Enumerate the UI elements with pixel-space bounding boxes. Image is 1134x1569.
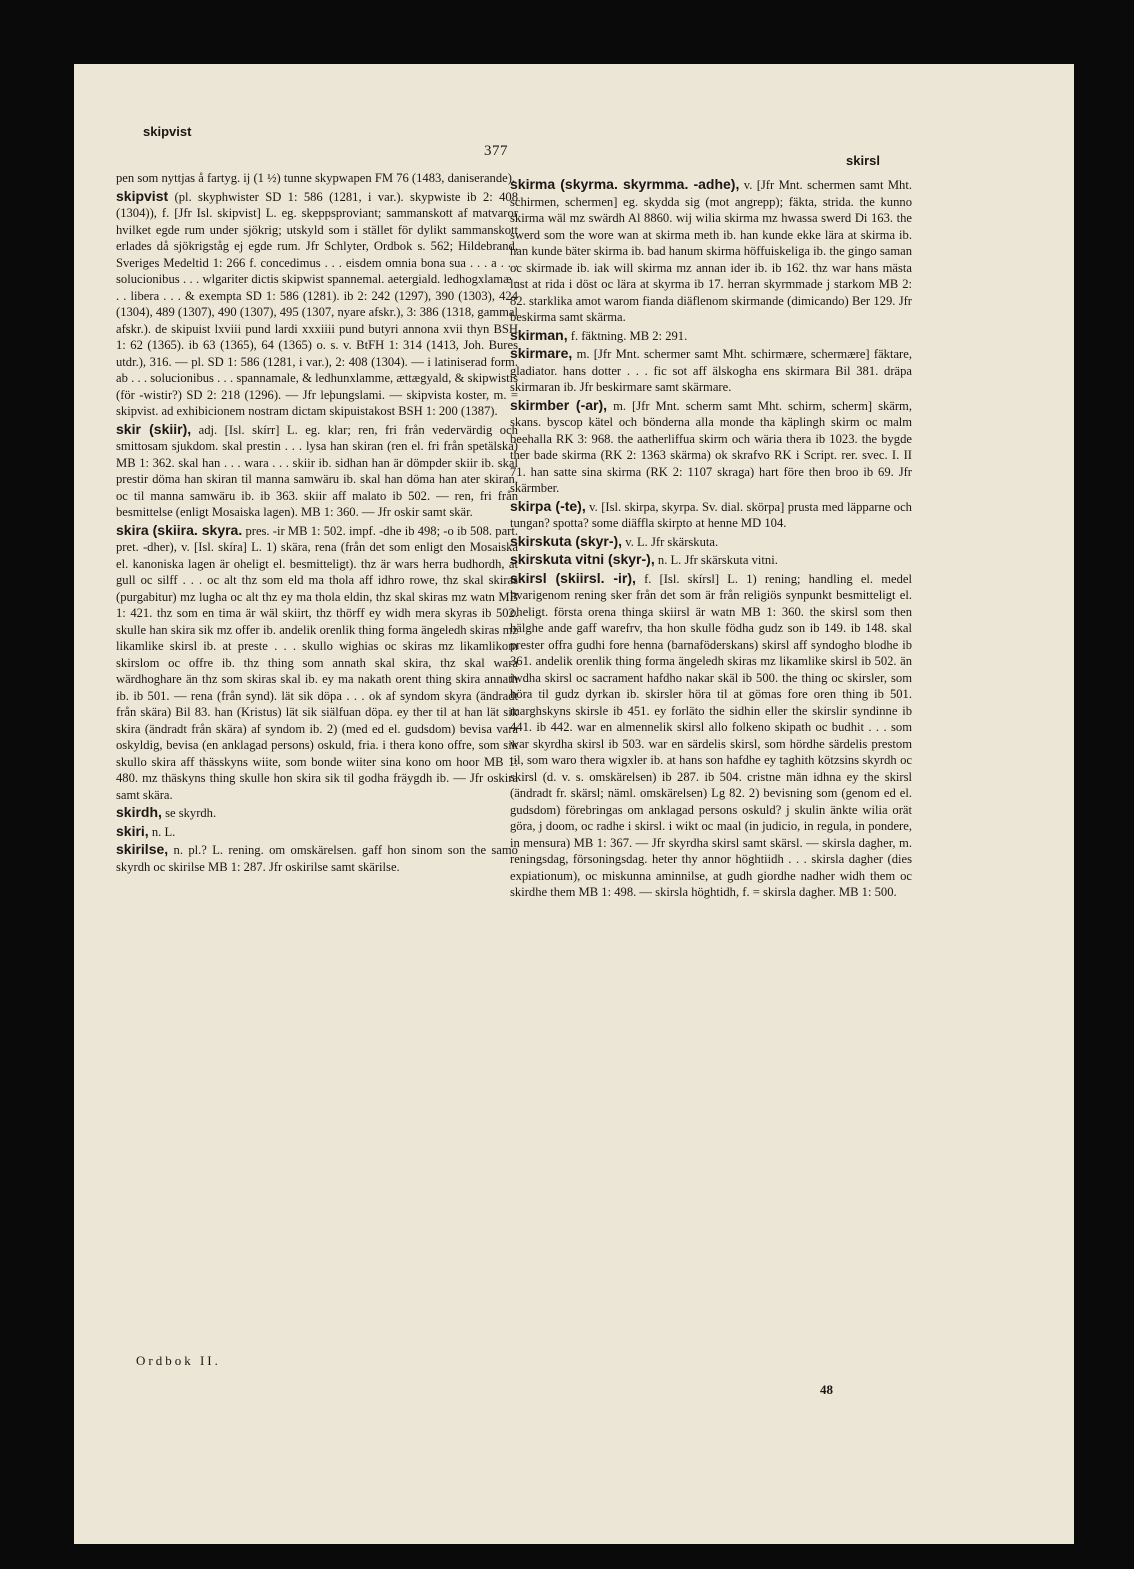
entry-headword: skirsl (skiirsl. -ir), — [510, 569, 636, 586]
entry-text: se skyrdh. — [165, 806, 217, 820]
entry-text: f. [Isl. skírsl] L. 1) rening; handling el. medel hvarigenom rening sker från det som är från religiös synpunkt besmitteligt el. oheligt. första orena thinga skiirsl är watn MB 1: 360. the skirsl som then hälghe ande gaff warefrv, tha hon skulle födha gudz son ib 149. ib 148. skal prester offra gudhi fore henna (barnaföderskans) skirsl aff syndogho blodhe ib 361. andelik orenlik thing forma ängeledh skiras mz likamlike skirsl ib 502. än iwdha skirsl oc sacrament hafdho nakar skäl ib 500. the thing oc skirsler, som höra til gudz dyrkan ib. skirsler höra til at gömas fore oren thing ib 501. marghskyns skirsle ib 451. ey forläto the sidhin eller the skirslir syndinne ib 441. ib 442. war en almennelik skirsl allo folkeno skipath oc budhit . . . som war skyrdha skirsl ib 503. war en särdelis skirsl, som hördhe särdelis prestom til, som waro thera wigxler ib. at hans son hafdhe ey taghith kötzsins skyrdh oc skirsl (d. v. s. omskärelsen) ib 287. ib 504. cristne män idhna ey the skirsl (ändradt fr. skärsl; näml. omskärelsen) Lg 82. 2) bevisning som (genom ed el. gudsdom) förebringas om anklagad persons oskuld? j skulin änkte wilia orät göra, j doom, oc radhe i skirsl. i wikt oc maal (in judicio, in regula, in pondere, in mensura) MB 1: 367. — Jfr skyrdha skirsl samt skärsl. — skirsla dagher, m. reningsdag, försoningsdag. heter thy annor höghtiidh . . . skirsla dagher (dies expiationum), oc miskunna aminnilse, at gudh giordhe nadher widh them oc skirdhe them MB 1: 498. — skirsla höghtidh, f. = skirsla dagher. MB 1: 500. — [510, 571, 912, 899]
entry-text: v. [Jfr Mnt. schermen samt Mht. schirmen, schermen] eg. skydda sig (mot angrepp); fäkta, strida. the kunno skirma wäl mz swärdh Al 8860. wij wilia skirma mz hwassa swerd Di 163. the swerd som the wore wan at skirma meth ib. han kunde ekke lära at skirma ib. han kunde bäter skirma ib. bad hanum skirma höffuiskeliga ib. the gingo saman oc skirmade ib. iak will skirma mz annan ider ib. ib 162. thz war hans mästa lust at rida i döst oc lära at skyrma ib 17. herran skyrmmade j starkom MB 2: 82. starklika amot warom fianda diäflenom skirmande (dimicando) Ber 129. Jfr beskirma samt skärma. — [510, 178, 912, 324]
header-left-word: skipvist — [143, 124, 192, 139]
entry-text: f. fäktning. MB 2: 291. — [570, 328, 688, 343]
entry-headword: skirman, — [510, 326, 568, 343]
entry-text: n. L. Jfr skärskuta vitni. — [657, 553, 778, 567]
dictionary-entry — [510, 345, 912, 396]
dictionary-entry — [116, 188, 518, 420]
entry-headword: skiri, — [116, 822, 149, 839]
entry-text: n. L. — [151, 824, 176, 839]
left-column — [116, 170, 518, 875]
entry-text: (pl. skyphwister SD 1: 586 (1281, i var.). skypwiste ib 2: 408 (1304)), f. [Jfr Isl. skipvist] L. eg. skeppsproviant; sammanskott af matvaror hvilket egde rum under sjökrig; utskyld som i stället för dylikt sammanskott erlades då sjökrigståg ej egde rum. Jfr Schlyter, Ordbok s. 562; Hildebrand, Sveriges Medeltid 1: 266 f. concedimus . . . eisdem omnia bona sua . . . a . . . solucionibus . . . wlgariter dictis skipwist spannemal. aetergiald. ledhogxlamæ . . . libera . . . & exempta SD 1: 586 (1281). ib 2: 242 (1297), 390 (1303), 424 (1304), 489 (1307), 490 (1307), 495 (1307, nyare afskr.), 3: 386 (1318, gammal afskr.). de skipuist lxviii pund lardi xxxiiii pund butyri annona xvii thyn BSH 1: 62 (1365). ib 63 (1365), 64 (1365) o. s. v. BtFH 1: 314 (1413, Joh. Bures utdr.), 316. — pl. SD 1: 586 (1281, i var.), 2: 408 (1304). — i latiniserad form. ab . . . solucionibus . . . spannamale, & ledhunxlamme, ættægyald, & skipwistis (för -wistir?) SD 2: 218 (1296). — Jfr leþungslami. — skipvista koster, m. = skipvist. ad exhibicionem nostram dictam skipuistakost BSH 1: 200 (1387). — [116, 189, 518, 418]
entry-headword: skirpa (-te), — [510, 497, 586, 514]
header-right-word: skirsl — [846, 153, 880, 168]
dictionary-entry — [116, 522, 518, 804]
entry-continuation — [116, 170, 518, 187]
footer-signature: Ordbok II. — [136, 1353, 221, 1368]
entry-headword: skirskuta vitni (skyr-), — [510, 551, 655, 567]
dictionary-entry — [116, 823, 518, 841]
entry-text: v. [Isl. skirpa, skyrpa. Sv. dial. skörpa] prusta med läpparne och tungan? spotta? some diäffla skirpto at henne MD 104. — [510, 499, 912, 530]
dictionary-entry — [116, 804, 518, 822]
dictionary-entry — [510, 570, 912, 901]
dictionary-entry — [116, 421, 518, 521]
entry-text: adj. [Isl. skírr] L. eg. klar; ren, fri från vedervärdig och smittosam sjukdom. skal prestin . . . lysa han skiran (ren el. fri från spetälska) MB 1: 362. skal han . . . wara . . . skiir ib. sidhan han är dömpder skiir ib. skal prestir döma han skiran til manna samwäru ib. skal han döma han ater skiran, oc til manna samwäru ib. ib 363. skiir aff malato ib 502. — ren, fri från besmittelse (enligt Mosaiska lagen). MB 1: 360. — Jfr oskir samt skär. — [116, 422, 518, 519]
dictionary-entry — [510, 327, 912, 345]
entry-headword: skirdh, — [116, 804, 162, 820]
entry-text: pen som nyttjas å fartyg. ij (1 ½) tunne skypwapen FM 76 (1483, daniserande). — [116, 171, 516, 185]
entry-text: n. pl.? L. rening. om omskärelsen. gaff hon sinom son the samo skyrdh oc skirilse MB 1: 287. Jfr oskirilse samt skärilse. — [116, 843, 518, 874]
right-column — [510, 176, 912, 901]
entry-text: pres. -ir MB 1: 502. impf. -dhe ib 498; -o ib 508. part. pret. -dher), v. [Isl. skíra] L. 1) skära, rena (från det som enligt den Mosaiska el. kanoniska lagen är oheligt el. besmitteligt). thz är wars herra budhordh, at gull oc silff . . . oc alt thz som eld ma thola aff idhro rowe, thz skal skiras (purgabitur) mz lugha oc alt thz ey ma thola eldin, thz skal skiras mz watn MB 1: 421. thz som en tima är wäl skiirt, thz thörff ey widh mera skyras ib 502. skulle han skira sik mz offer ib. andelik orenlik thing forma ängeledh skiras mz likamlike skirsl ib. at preste . . . skullo wighias oc skiras mz likamlikom skirslom oc offre ib. thz thing som annath skal skira, thz skal wara wärdhoghare än thz som skiras skal ib. ey ma nakath orent thing skira annath ib. ib 501. — rena (från synd). lät sik döpa . . . ok af syndom skyra (ändradt från skära) Bil 83. han (Kristus) lät sik siälfuan döpa. ey ther til at han lät sik skira (ändradt från skära) af syndom ib. 2) (med ed el. gudsdom) bevisa vara oskyldig, bevisa (en anklagad persons) oskuld, fria. i thera kono offre, som sik skullo skira aff thässkyns wiite, som bonde wiiter sina kono om hoor MB 1: 480. mz thäskyns thing skulle hon skira sik til godha fräygdh ib. — Jfr oskira samt skära. — [116, 523, 518, 802]
dictionary-entry — [116, 841, 518, 875]
entry-headword: skir (skiir), — [116, 420, 192, 437]
dictionary-entry — [510, 498, 912, 532]
dictionary-page — [74, 64, 1074, 1544]
entry-headword: skipvist — [116, 187, 169, 204]
entry-headword: skirilse, — [116, 841, 169, 857]
entry-headword: skirmber (-ar), — [510, 396, 608, 413]
dictionary-entry — [510, 551, 912, 569]
entry-headword: skira (skiira. skyra. — [116, 521, 243, 538]
entry-text: m. [Jfr Mnt. schermer samt Mht. schirmære, schermære] fäktare, gladiator. hans dotter . . . fic sot aff älskogha ens skirmara Bil 381. dräpa skirmaran ib. Jfr beskirmare samt skärmare. — [510, 347, 912, 394]
entry-text: m. [Jfr Mnt. scherm samt Mht. schirm, scherm] skärm, skans. byscop kätel och bönderna alla monde tha käplingh skirm oc malm beehalla RK 3: 968. the aatherliffua skirm och wäria thera ib 1023. the bygde ther bade skirma (RK 2: 1363 skärma) ok skrafvo RK i Script. rer. svec. I. II 71. han satte sina skirma (RK 2: 1107 skraga) hart före then broo ib 69. Jfr skärmber. — [510, 398, 912, 495]
dictionary-entry — [510, 176, 912, 326]
entry-headword: skirmare, — [510, 345, 573, 361]
entry-text: v. L. Jfr skärskuta. — [625, 534, 719, 549]
entry-headword: skirskuta (skyr-), — [510, 532, 623, 549]
entry-headword: skirma (skyrma. skyrmma. -adhe), — [510, 176, 740, 192]
footer-sheet-number: 48 — [820, 1382, 833, 1397]
dictionary-entry — [510, 397, 912, 497]
page-number: 377 — [484, 143, 508, 159]
dictionary-entry — [510, 533, 912, 551]
